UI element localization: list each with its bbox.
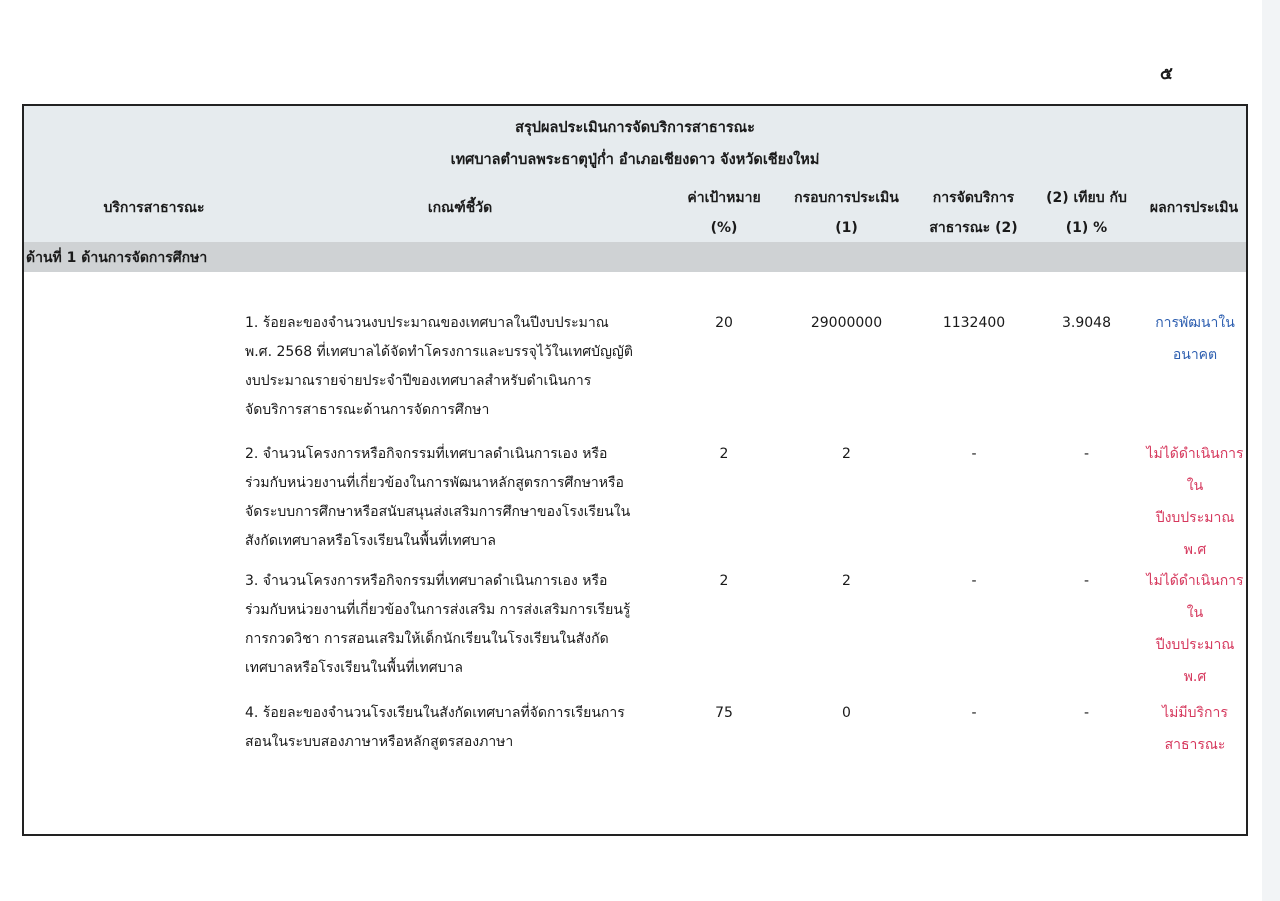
- row-1-ratio: 3.9048: [1062, 315, 1111, 331]
- result-line: ปีงบประมาณ: [1155, 637, 1235, 653]
- criteria-line: 4. ร้อยละของจำนวนโรงเรียนในสังกัดเทศบาลที่จัดการเรียนการ: [245, 705, 625, 721]
- header-provision-line2: สาธารณะ (2): [929, 220, 1018, 236]
- result-line: ใน: [1186, 605, 1204, 621]
- header-frame-line2: (1): [835, 220, 858, 236]
- row-4-provision: -: [971, 705, 977, 721]
- result-line: ไม่ได้ดำเนินการ: [1146, 573, 1244, 589]
- table-row-3-criteria: [245, 567, 675, 683]
- criteria-line: การกวดวิชา การสอนเสริมให้เด็กนักเรียนในโรงเรียนในสังกัด: [245, 631, 609, 647]
- criteria-line: สอนในระบบสองภาษาหรือหลักสูตรสองภาษา: [245, 734, 514, 750]
- result-line: ปีงบประมาณ: [1155, 510, 1235, 526]
- header-ratio-line1: (2) เทียบ กับ: [1046, 190, 1127, 206]
- row-3-provision: -: [971, 573, 977, 589]
- row-2-result: [1130, 438, 1260, 566]
- criteria-line: สังกัดเทศบาลหรือโรงเรียนในพื้นที่เทศบาล: [245, 533, 496, 549]
- table-subtitle: เทศบาลตำบลพระธาตุปู่ก่ำ อำเภอเชียงดาว จังหวัดเชียงใหม่: [450, 152, 820, 168]
- row-3-target: 2: [719, 573, 729, 589]
- criteria-line: จัดบริการสาธารณะด้านการจัดการศึกษา: [245, 402, 490, 418]
- table-title: สรุปผลประเมินการจัดบริการสาธารณะ: [515, 120, 755, 136]
- header-provision-line1: การจัดบริการ: [932, 190, 1015, 206]
- table-row-1-criteria: [245, 309, 675, 425]
- criteria-line: เทศบาลหรือโรงเรียนในพื้นที่เทศบาล: [245, 660, 463, 676]
- row-2-frame: 2: [842, 446, 851, 462]
- row-1-target: 20: [715, 315, 733, 331]
- row-3-ratio: -: [1083, 573, 1090, 589]
- row-2-provision: -: [971, 446, 977, 462]
- row-4-result: [1130, 697, 1260, 761]
- row-4-target: 75: [715, 705, 733, 721]
- section-bar: [24, 242, 1246, 272]
- row-1-frame: 29000000: [810, 315, 883, 331]
- row-3-frame: 2: [842, 573, 851, 589]
- scan-edge: [1262, 0, 1280, 901]
- result-line: พ.ศ: [1183, 542, 1207, 558]
- criteria-line: ร่วมกับหน่วยงานที่เกี่ยวข้องในการส่งเสริม การส่งเสริมการเรียนรู้: [245, 602, 631, 618]
- criteria-line: งบประมาณรายจ่ายประจำปีของเทศบาลสำหรับดำเนินการ: [245, 373, 592, 389]
- row-4-frame: 0: [842, 705, 851, 721]
- criteria-line: 1. ร้อยละของจำนวนงบประมาณของเทศบาลในปีงบประมาณ: [245, 315, 609, 331]
- header-target-line2: (%): [710, 220, 738, 236]
- evaluation-table: [22, 104, 1248, 836]
- row-1-result: [1130, 307, 1260, 371]
- result-line: สาธารณะ: [1164, 737, 1226, 753]
- section-label: ด้านที่ 1 ด้านการจัดการศึกษา: [26, 250, 208, 266]
- result-line: การพัฒนาใน: [1155, 315, 1235, 331]
- header-frame-line1: กรอบการประเมิน: [794, 190, 899, 206]
- result-line: ไม่ได้ดำเนินการ: [1146, 446, 1244, 462]
- result-line: ใน: [1186, 478, 1204, 494]
- table-row-4-criteria: [245, 699, 675, 757]
- criteria-line: 3. จำนวนโครงการหรือกิจกรรมที่เทศบาลดำเนินการเอง หรือ: [245, 573, 608, 589]
- row-3-result: [1130, 565, 1260, 693]
- row-2-target: 2: [719, 446, 729, 462]
- criteria-line: ร่วมกับหน่วยงานที่เกี่ยวข้องในการพัฒนาหลักสูตรการศึกษาหรือ: [245, 475, 624, 491]
- criteria-line: 2. จำนวนโครงการหรือกิจกรรมที่เทศบาลดำเนินการเอง หรือ: [245, 446, 608, 462]
- header-service: บริการสาธารณะ: [103, 200, 205, 216]
- page-number: ๕: [1160, 64, 1173, 84]
- table-row-2-criteria: [245, 440, 675, 556]
- criteria-line: พ.ศ. 2568 ที่เทศบาลได้จัดทำโครงการและบรรจุไว้ในเทศบัญญัติ: [245, 344, 633, 360]
- result-line: อนาคต: [1172, 347, 1218, 363]
- header-target-line1: ค่าเป้าหมาย: [687, 190, 761, 206]
- row-2-ratio: -: [1083, 446, 1090, 462]
- header-result: ผลการประเมิน: [1149, 200, 1239, 216]
- result-line: พ.ศ: [1183, 669, 1207, 685]
- criteria-line: จัดระบบการศึกษาหรือสนับสนุนส่งเสริมการศึกษาของโรงเรียนใน: [245, 504, 631, 520]
- result-line: ไม่มีบริการ: [1162, 705, 1228, 721]
- header-criteria: เกณฑ์ชี้วัด: [427, 200, 493, 216]
- row-4-ratio: -: [1083, 705, 1090, 721]
- header-ratio-line2: (1) %: [1065, 220, 1108, 236]
- row-1-provision: 1132400: [942, 315, 1006, 331]
